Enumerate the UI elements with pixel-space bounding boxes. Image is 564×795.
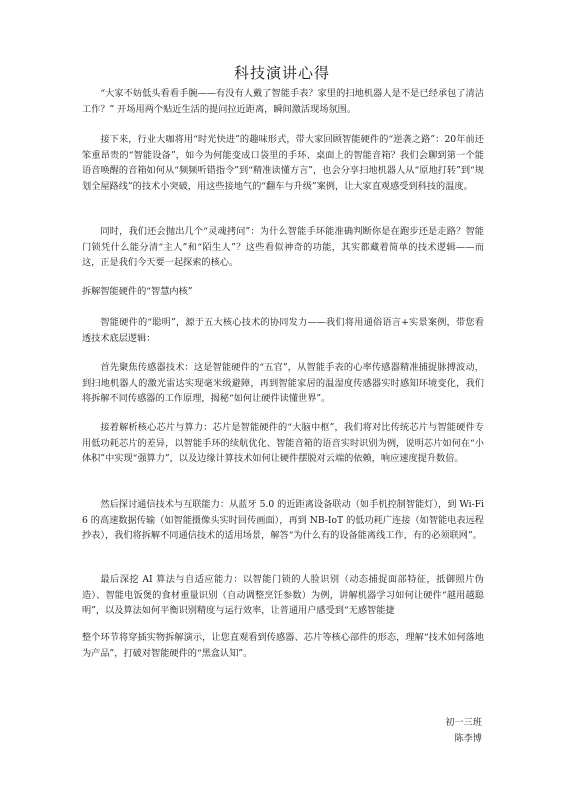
section-paragraph-chips: 接着解析核心芯片与算力：芯片是智能硬件的“大脑中枢”，我们将对比传统芯片与智能硬件专用低功耗芯片的差异，以智能手环的续航优化、智能音箱的语音实时识别为例，说明芯片如何在“小体积”中实现“强算力”，以及边缘计算技术如何让硬件摆脱对云端的依赖，响应速度提升数倍。 <box>82 422 484 464</box>
signature-class: 初一三班 <box>445 717 482 728</box>
section-heading: 拆解智能硬件的“智慧内核” <box>82 286 193 297</box>
document-title: 科技演讲心得 <box>233 64 330 82</box>
signature-name: 陈李博 <box>454 733 482 744</box>
section-paragraph-ai: 最后深挖 AI 算法与自适应能力：以智能门锁的人脸识别（动态捕捉面部特征，抵御照片伪造）、智能电饭煲的食材重量识别（自动调整烹饪参数）为例，讲解机器学习如何让硬件“越用越聪明”，以及算法如何平衡识别精度与运行效率，让普通用户感受到“无感智能捷 <box>82 574 484 616</box>
section-paragraph-communication: 然后探讨通信技术与互联能力：从蓝牙 5.0 的近距离设备联动（如手机控制智能灯），到 Wi-Fi 6 的高速数据传输（如智能摄像头实时回传画面），再到 NB-IoT 的低功耗广连接（如智能电表远程抄表），我们将拆解不同通信技术的适用场景，解答“为什么有的设备能离线工作，有的必须联网”。 <box>82 499 484 541</box>
section-paragraph-sensors: 首先聚焦传感器技术：这是智能硬件的“五官”，从智能手表的心率传感器精准捕捉脉搏波动，到扫地机器人的激光雷达实现毫米级避障，再到智能家居的温湿度传感器实时感知环境变化，我们将拆解不同传感器的工作原理，揭秘“如何让硬件读懂世界”。 <box>82 362 484 404</box>
section-paragraph-demo: 整个环节将穿插实物拆解演示，让您直观看到传感器、芯片等核心部件的形态，理解“技术如何落地为产品”，打破对智能硬件的“黑盒认知”。 <box>82 632 484 659</box>
intro-paragraph-1: “大家不妨低头看看手腕——有没有人戴了智能手表？家里的扫地机器人是不是已经承包了清洁工作？” 开场用两个贴近生活的提问拉近距离，瞬间激活现场氛围。 <box>82 88 484 115</box>
signature-block <box>445 715 482 747</box>
intro-paragraph-2: 接下来，行业大咖将用“时光快进”的趣味形式，带大家回顾智能硬件的“逆袭之路”：20年前还笨重昂贵的“智能设备”，如今为何能变成口袋里的手环、桌面上的智能音箱？我们会聊到第一个能语音唤醒的音箱如何从“频频听错指令”到“精准读懂方言”，也会分享扫地机器人从“原地打转”到“规划全屋路线”的技术小突破，用这些接地气的“翻车与升级”案例，让大家直观感受到科技的温度。 <box>82 134 484 192</box>
intro-paragraph-3: 同时，我们还会抛出几个“灵魂拷问”：为什么智能手环能准确判断你是在跑步还是走路？智能门锁凭什么能分清“主人”和“陌生人”？这些看似神奇的功能，其实都藏着简单的技术逻辑——而这，正是我们今天要一起探索的核心。 <box>82 226 484 268</box>
section-paragraph-1: 智能硬件的“聪明”，源于五大核心技术的协同发力——我们将用通俗语言+实景案例，带您看透技术底层逻辑： <box>82 317 484 344</box>
